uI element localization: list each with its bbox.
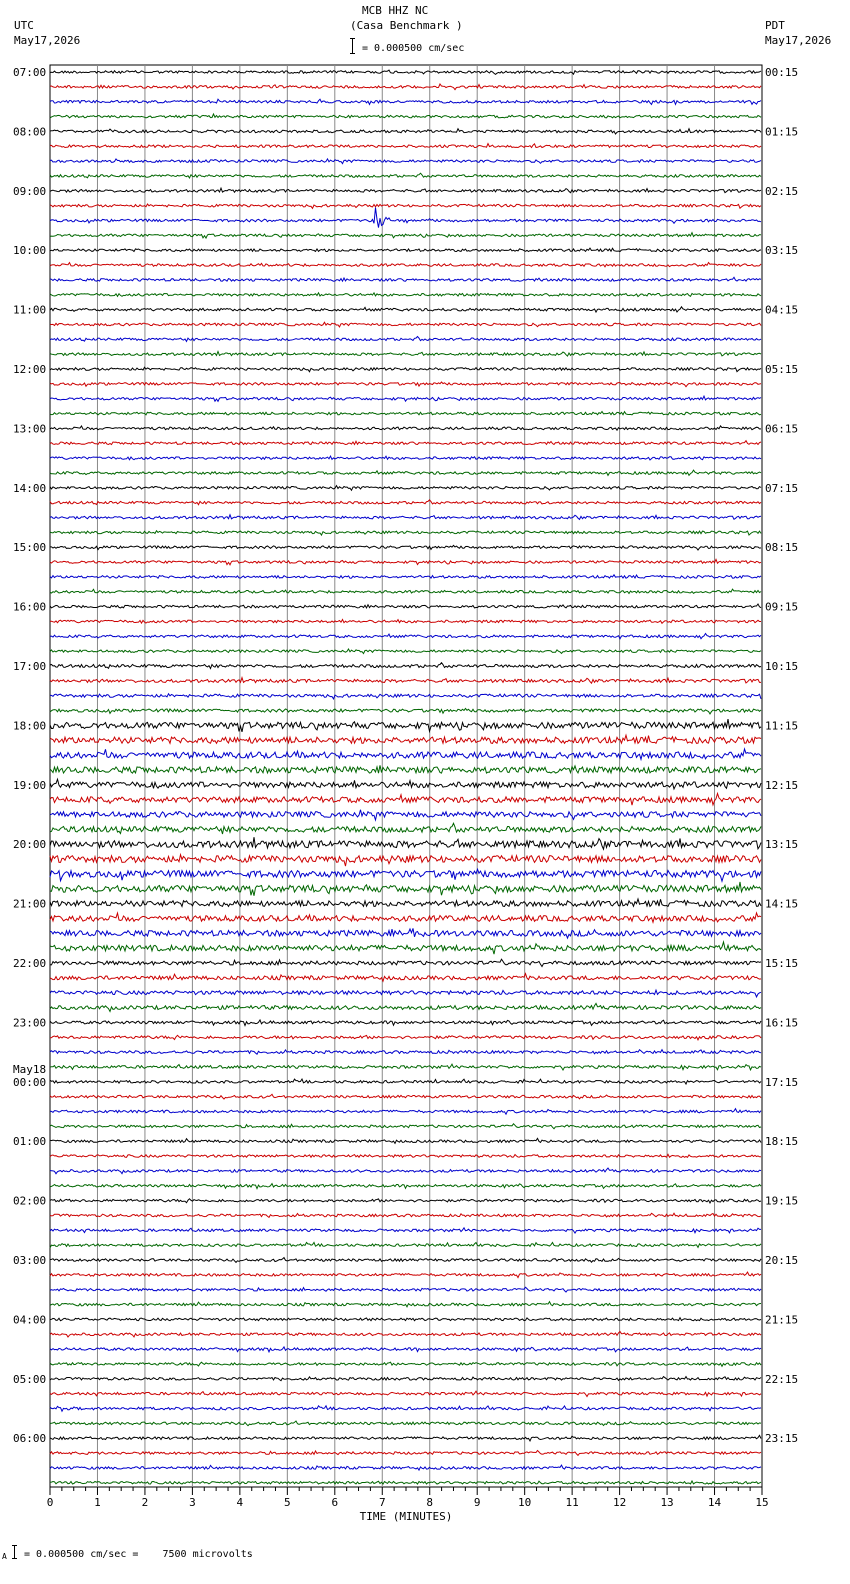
pdt-hour-label: 23:15 <box>765 1432 799 1446</box>
pdt-hour-label: 07:15 <box>765 481 799 495</box>
seismic-trace <box>50 456 761 460</box>
seismic-trace <box>50 928 761 938</box>
seismic-trace <box>50 749 761 759</box>
seismic-trace <box>50 1406 761 1411</box>
x-tick-label: 7 <box>378 1496 386 1509</box>
pdt-hour-label: 13:15 <box>765 838 799 852</box>
seismic-trace <box>50 1124 761 1129</box>
footer-prefix: A <box>2 1552 7 1561</box>
pdt-hour-label: 11:15 <box>765 719 799 733</box>
utc-hour-label: 20:00 <box>13 838 47 852</box>
seismic-trace <box>50 1318 761 1321</box>
seismic-trace <box>50 1451 761 1456</box>
date-change-label: May18 <box>13 1062 47 1076</box>
pdt-hour-label: 17:15 <box>765 1075 799 1089</box>
seismic-trace <box>50 708 761 714</box>
utc-hour-label: 09:00 <box>13 184 47 198</box>
x-tick-label: 11 <box>565 1496 579 1509</box>
seismic-trace <box>50 634 761 639</box>
pdt-hour-label: 12:15 <box>765 778 799 792</box>
seismic-trace <box>50 277 761 281</box>
utc-hour-label: 21:00 <box>13 897 47 911</box>
seismic-trace <box>50 882 761 896</box>
x-axis-label: TIME (MINUTES) <box>359 1510 453 1523</box>
seismic-trace <box>50 1109 761 1115</box>
pdt-hour-label: 10:15 <box>765 660 799 673</box>
pdt-hour-label: 09:15 <box>765 600 799 614</box>
seismic-trace <box>50 293 761 297</box>
seismic-trace <box>50 869 761 881</box>
utc-hour-label: 06:00 <box>13 1432 47 1446</box>
x-tick-label: 14 <box>707 1496 722 1509</box>
seismic-trace <box>50 1481 761 1484</box>
seismic-trace <box>50 899 761 906</box>
utc-hour-label: 12:00 <box>13 363 47 376</box>
seismic-trace <box>50 1213 761 1217</box>
footer-scale-label: = 0.000500 cm/sec = 7500 microvolts <box>24 1549 253 1560</box>
seismic-trace <box>50 486 761 491</box>
seismic-trace <box>50 1168 761 1174</box>
x-tick-label: 0 <box>46 1496 54 1509</box>
utc-hour-label: 19:00 <box>13 778 47 792</box>
seismic-trace <box>50 515 761 520</box>
x-tick-label: 13 <box>660 1496 674 1509</box>
pdt-hour-label: 18:15 <box>765 1135 799 1149</box>
seismic-trace <box>50 1064 761 1070</box>
seismic-trace <box>50 1272 761 1278</box>
seismic-trace <box>50 1302 761 1307</box>
x-tick-label: 4 <box>236 1496 244 1509</box>
utc-hour-label: 16:00 <box>13 600 47 614</box>
utc-hour-label: 17:00 <box>13 660 47 673</box>
seismic-trace <box>50 84 761 90</box>
x-tick-label: 1 <box>94 1496 101 1509</box>
pdt-hour-label: 02:15 <box>765 184 799 198</box>
seismic-trace <box>50 1094 761 1099</box>
seismic-trace <box>50 1377 761 1381</box>
x-tick-label: 15 <box>755 1496 769 1509</box>
left-timezone: UTC <box>14 19 34 32</box>
x-tick-label: 8 <box>426 1496 434 1509</box>
x-tick-label: 9 <box>473 1496 481 1509</box>
utc-hour-label: 05:00 <box>13 1372 47 1386</box>
seismic-trace <box>50 1258 761 1263</box>
seismic-trace <box>50 70 761 74</box>
seismic-trace <box>50 1079 761 1084</box>
utc-hour-label: 23:00 <box>13 1016 47 1030</box>
station-location: (Casa Benchmark ) <box>350 19 463 32</box>
pdt-hour-label: 15:15 <box>765 957 799 970</box>
seismic-trace <box>50 441 761 445</box>
seismic-trace <box>50 1332 761 1338</box>
x-tick-label: 5 <box>284 1496 291 1509</box>
seismic-trace <box>50 263 761 267</box>
seismic-trace <box>50 500 761 505</box>
seismic-trace <box>50 604 761 608</box>
seismic-trace <box>50 1242 761 1248</box>
seismic-trace <box>50 694 761 699</box>
seismic-trace <box>50 649 761 654</box>
seismic-trace <box>50 855 761 866</box>
seismic-trace <box>50 307 761 312</box>
seismic-trace <box>50 322 761 327</box>
seismic-trace <box>50 114 761 118</box>
utc-hour-label: 22:00 <box>13 957 47 970</box>
seismic-trace <box>50 248 761 251</box>
seismic-trace <box>50 1003 761 1011</box>
seismic-trace <box>50 1287 761 1292</box>
pdt-hour-label: 20:15 <box>765 1254 799 1267</box>
utc-hour-label: 10:00 <box>13 244 47 258</box>
pdt-hour-label: 05:15 <box>765 363 799 376</box>
scale-label: = 0.000500 cm/sec <box>362 43 465 54</box>
pdt-hour-label: 01:15 <box>765 125 799 139</box>
seismic-trace <box>50 1465 761 1470</box>
pdt-hour-label: 16:15 <box>765 1016 799 1030</box>
pdt-hour-label: 00:15 <box>765 66 799 79</box>
seismic-trace <box>50 559 761 564</box>
seismic-trace <box>50 794 761 806</box>
pdt-hour-label: 21:15 <box>765 1313 799 1327</box>
seismic-trace <box>50 159 761 164</box>
seismic-trace <box>50 765 761 773</box>
pdt-hour-label: 08:15 <box>765 541 799 555</box>
x-tick-label: 12 <box>612 1496 627 1509</box>
utc-hour-label: 15:00 <box>13 541 47 555</box>
seismic-trace <box>50 531 761 535</box>
x-tick-label: 2 <box>141 1496 149 1509</box>
seismic-trace <box>50 208 761 228</box>
utc-hour-label: 18:00 <box>13 719 47 733</box>
right-date: May17,2026 <box>765 34 832 47</box>
seismic-trace <box>50 99 761 104</box>
pdt-hour-label: 03:15 <box>765 244 799 258</box>
seismic-trace <box>50 823 761 834</box>
station-title: MCB HHZ NC <box>362 4 429 17</box>
seismic-trace <box>50 1138 761 1143</box>
seismic-trace <box>50 1035 761 1040</box>
utc-hour-label: 01:00 <box>13 1135 47 1149</box>
seismic-trace <box>50 144 761 148</box>
seismic-trace <box>50 129 761 134</box>
seismic-trace <box>50 575 761 578</box>
seismic-trace <box>50 913 761 922</box>
pdt-hour-label: 22:15 <box>765 1372 799 1386</box>
seismic-trace <box>50 1435 761 1441</box>
seismic-trace <box>50 1228 761 1233</box>
pdt-hour-label: 06:15 <box>765 422 799 436</box>
seismic-trace <box>50 663 761 669</box>
utc-hour-label: 03:00 <box>13 1254 47 1267</box>
utc-hour-label: 00:00 <box>13 1075 47 1089</box>
utc-hour-label: 07:00 <box>13 66 47 79</box>
seismic-trace <box>50 1154 761 1157</box>
seismic-trace <box>50 188 761 193</box>
seismic-trace <box>50 735 761 743</box>
seismic-trace <box>50 719 761 732</box>
seismic-trace <box>50 678 761 684</box>
seismic-trace <box>50 1391 761 1396</box>
seismic-trace <box>50 426 761 430</box>
seismic-trace <box>50 1199 761 1203</box>
right-timezone: PDT <box>765 19 785 32</box>
seismic-trace <box>50 620 761 624</box>
pdt-hour-label: 14:15 <box>765 897 799 911</box>
seismic-trace <box>50 382 761 387</box>
utc-hour-label: 14:00 <box>13 481 47 495</box>
utc-hour-label: 08:00 <box>13 125 47 139</box>
seismic-trace <box>50 337 761 342</box>
utc-hour-label: 11:00 <box>13 303 47 317</box>
seismic-trace <box>50 959 761 966</box>
seismic-trace <box>50 173 761 178</box>
seismic-trace <box>50 545 761 550</box>
seismic-trace <box>50 470 761 475</box>
x-tick-label: 3 <box>189 1496 196 1509</box>
seismic-trace <box>50 1421 761 1426</box>
seismic-trace <box>50 1184 761 1189</box>
pdt-hour-label: 19:15 <box>765 1194 799 1208</box>
seismic-trace <box>50 1362 761 1366</box>
footer-scale-bar-icon <box>14 1545 15 1559</box>
seismic-trace <box>50 204 761 208</box>
seismic-trace <box>50 837 761 849</box>
seismic-trace <box>50 1050 761 1055</box>
seismic-trace <box>50 589 761 593</box>
seismic-trace <box>50 974 761 982</box>
utc-hour-label: 13:00 <box>13 422 47 436</box>
seismic-trace <box>50 810 761 820</box>
utc-hour-label: 02:00 <box>13 1194 47 1208</box>
seismic-trace <box>50 990 761 997</box>
seismic-trace <box>50 352 761 357</box>
seismic-trace <box>50 1020 761 1026</box>
pdt-hour-label: 04:15 <box>765 303 799 317</box>
seismic-trace <box>50 942 761 954</box>
seismic-trace <box>50 1347 761 1352</box>
x-tick-label: 10 <box>518 1496 532 1509</box>
seismic-trace <box>50 396 761 401</box>
seismic-trace <box>50 412 761 415</box>
left-date: May17,2026 <box>14 34 81 47</box>
x-tick-label: 6 <box>331 1496 339 1509</box>
seismic-trace <box>50 779 761 789</box>
seismic-trace <box>50 367 761 371</box>
utc-hour-label: 04:00 <box>13 1313 47 1327</box>
seismic-trace <box>50 233 761 238</box>
